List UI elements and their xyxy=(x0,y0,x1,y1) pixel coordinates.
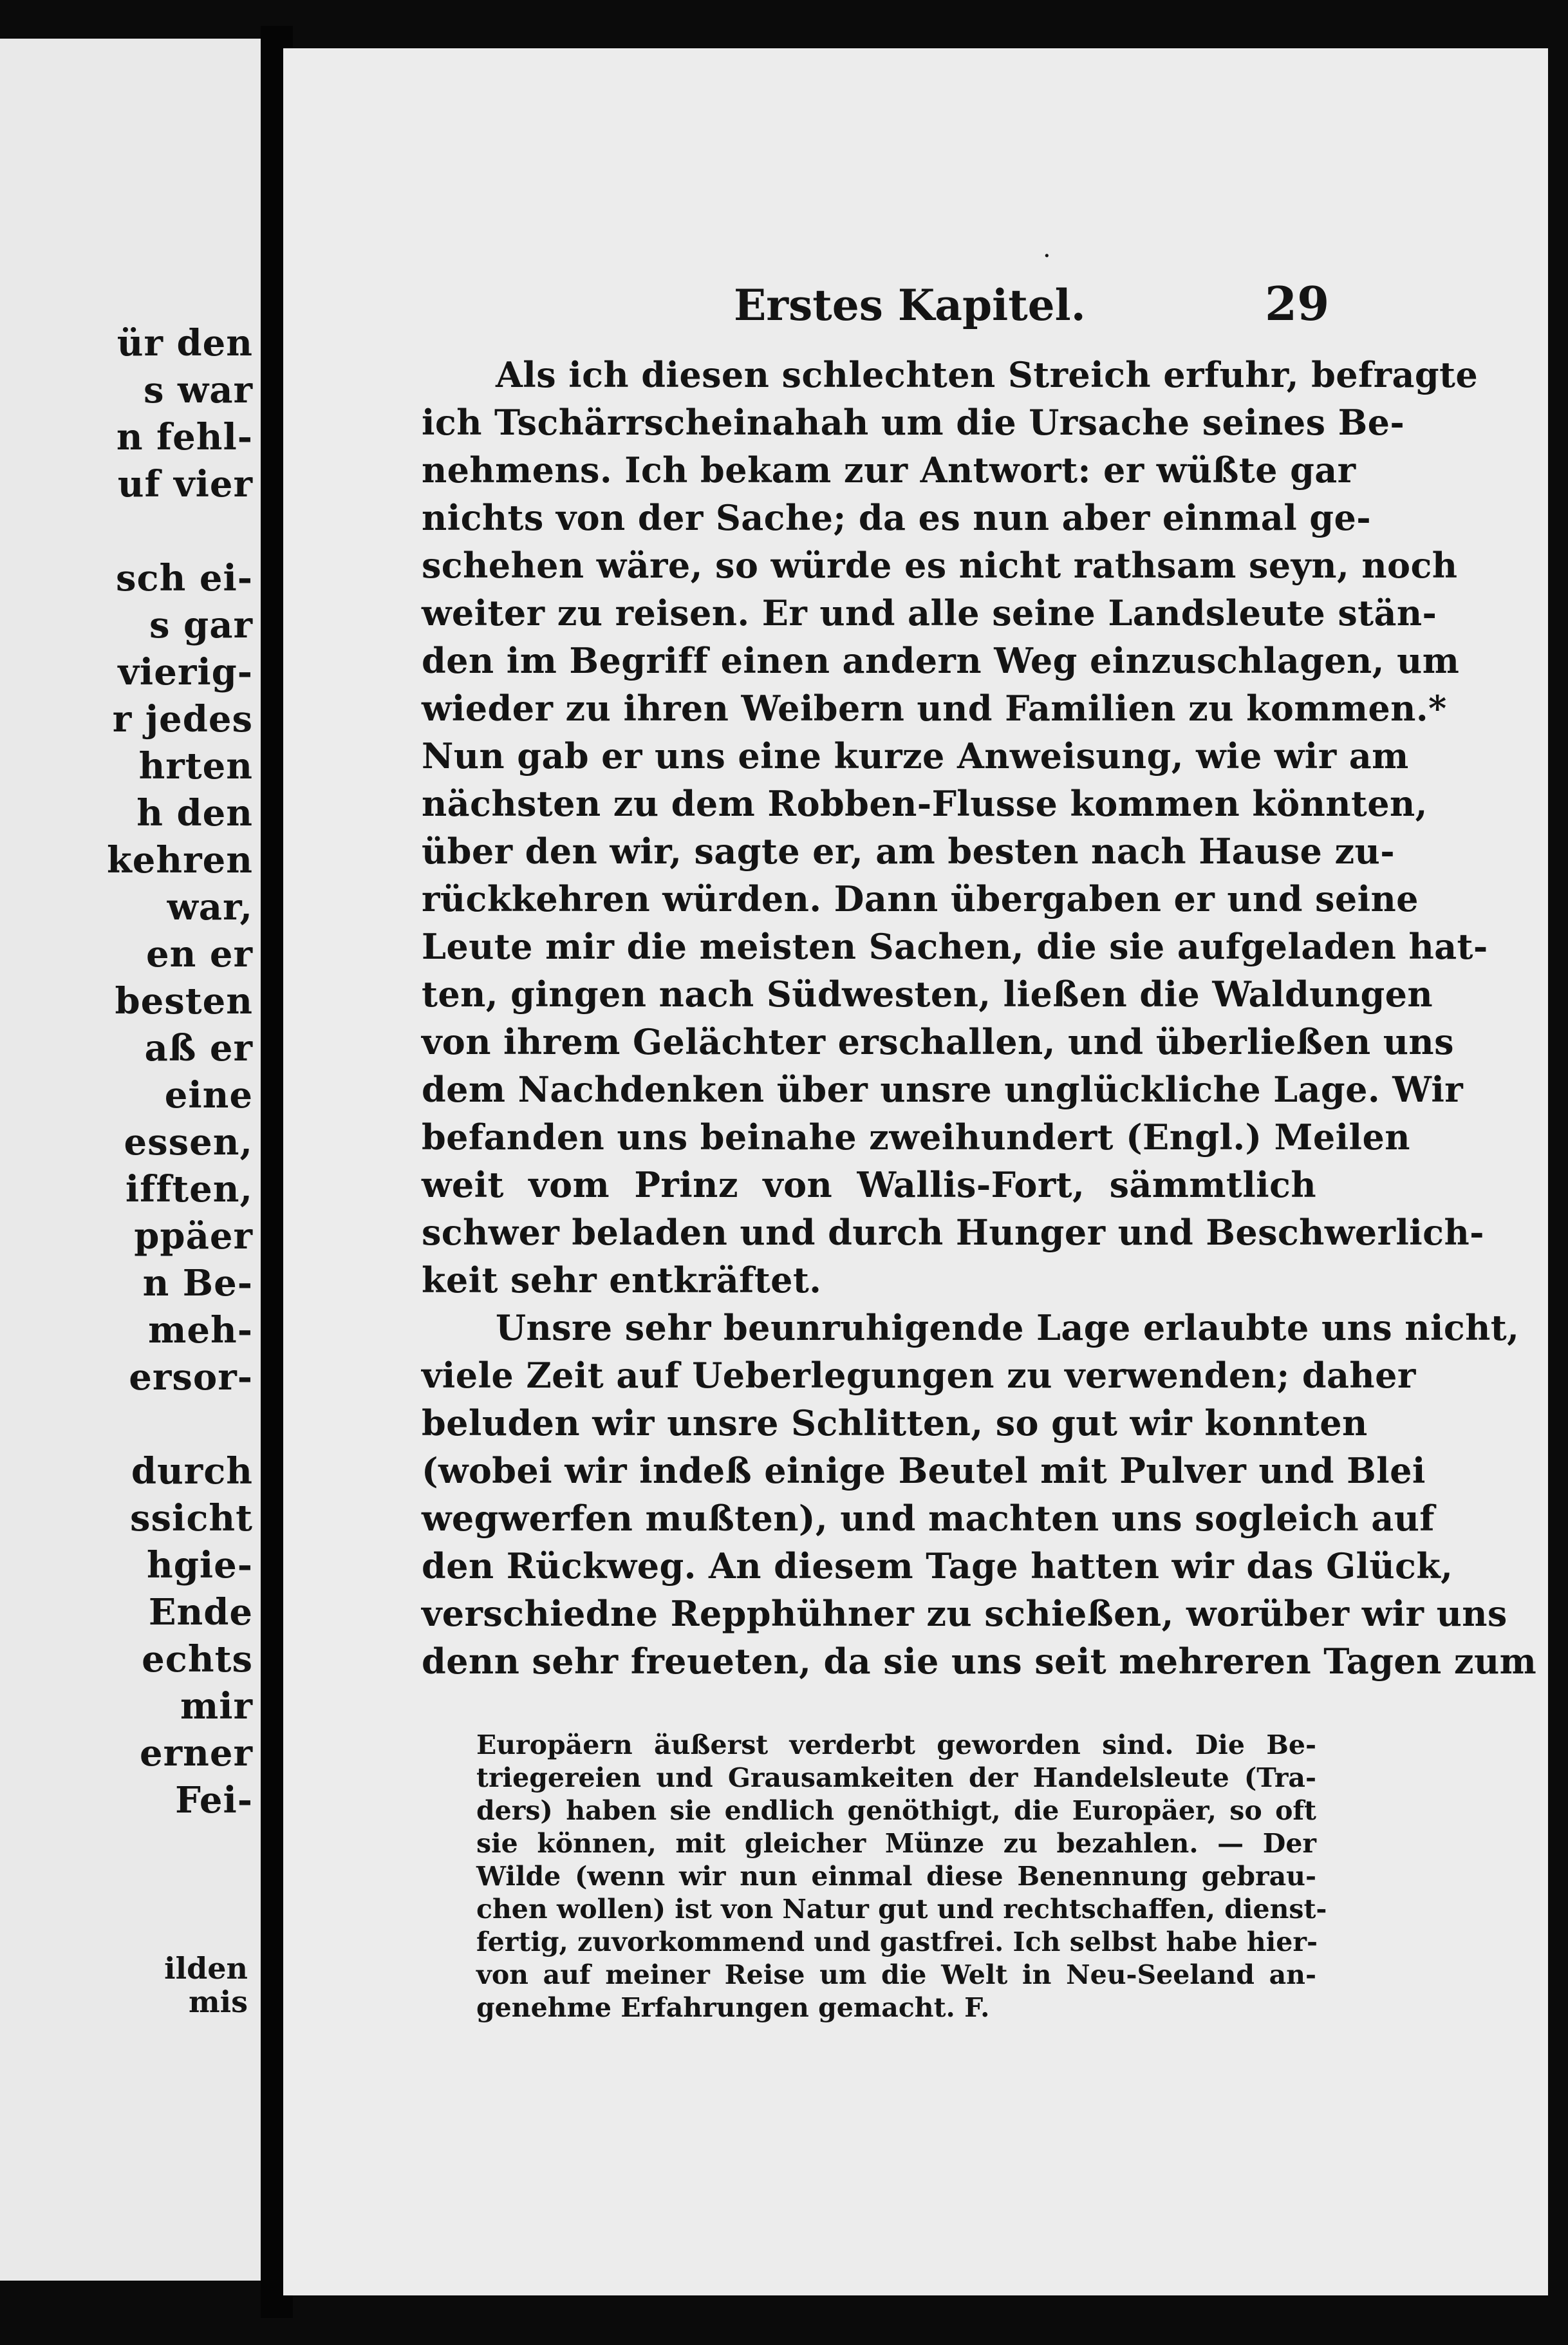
left-page-line: besten xyxy=(115,980,253,1022)
text-line: schwer beladen und durch Hunger und Beschwerlich- xyxy=(422,1212,1484,1253)
running-title: Erstes Kapitel. xyxy=(734,280,1086,330)
left-page-line: erner xyxy=(140,1732,253,1775)
left-page-line: sch ei- xyxy=(116,557,253,599)
left-page-line: Fei- xyxy=(175,1779,253,1822)
left-page-line: durch xyxy=(131,1450,253,1493)
text-line: Als ich diesen schlechten Streich erfuhr, befragte xyxy=(496,354,1479,395)
text-line: ten, gingen nach Südwesten, ließen die Waldungen xyxy=(422,974,1433,1015)
left-page-line: hgie- xyxy=(146,1544,253,1587)
footnote-line: Europäern äußerst verderbt geworden sind. Die Be- xyxy=(476,1729,1316,1760)
page-speck: · xyxy=(1043,241,1051,271)
text-line: von ihrem Gelächter erschallen, und überließen uns xyxy=(422,1021,1454,1062)
text-line: den Rückweg. An diesem Tage hatten wir das Glück, xyxy=(422,1545,1453,1587)
footnote-line: chen wollen) ist von Natur gut und rechtschaffen, dienst- xyxy=(476,1894,1327,1925)
left-page-line: ssicht xyxy=(129,1497,253,1540)
left-page-line: s gar xyxy=(149,604,253,646)
left-page-line: en er xyxy=(146,933,253,975)
left-page-line: ür den xyxy=(117,322,253,364)
footnote-line: von auf meiner Reise um die Welt in Neu-Seeland an- xyxy=(476,1959,1316,1990)
text-line: verschiedne Repphühner zu schießen, worüber wir uns xyxy=(422,1593,1507,1634)
left-page-line: aß er xyxy=(144,1027,253,1069)
footnote-line: genehme Erfahrungen gemacht. F. xyxy=(476,1992,990,2023)
left-page-line: n fehl- xyxy=(116,416,253,458)
footnote xyxy=(476,1729,1327,2024)
left-page-line: s war xyxy=(143,369,253,411)
left-page-line: hrten xyxy=(138,745,253,787)
text-line: schehen wäre, so würde es nicht rathsam seyn, noch xyxy=(422,545,1458,586)
left-page-footnote-fragment: ilden xyxy=(164,1951,248,1986)
left-page-line: ersor- xyxy=(129,1356,253,1399)
page-number: 29 xyxy=(1265,276,1330,331)
left-page-line: ppäer xyxy=(134,1215,253,1257)
left-page-line: eine xyxy=(164,1074,253,1116)
text-line: befanden uns beinahe zweihundert (Engl.) Meilen xyxy=(422,1116,1410,1158)
text-line: den im Begriff einen andern Weg einzuschlagen, um xyxy=(422,640,1460,681)
text-line: Unsre sehr beunruhigende Lage erlaubte uns nicht, xyxy=(496,1307,1520,1348)
text-line: weit vom Prinz von Wallis-Fort, sämmtlich xyxy=(422,1164,1316,1205)
footnote-line: triegereien und Grausamkeiten der Handelsleute (Tra- xyxy=(476,1762,1316,1793)
left-page-line: ifften, xyxy=(125,1168,253,1210)
left-page-line: meh- xyxy=(148,1309,253,1351)
left-page-line: r jedes xyxy=(112,698,253,740)
left-page-line: mir xyxy=(180,1685,253,1728)
footnote-line: ders) haben sie endlich genöthigt, die Europäer, so oft xyxy=(476,1795,1316,1826)
left-page-line: Ende xyxy=(148,1591,253,1634)
left-page-line: war, xyxy=(167,886,253,928)
footnote-line: Wilde (wenn wir nun einmal diese Benennung gebrau- xyxy=(476,1861,1316,1892)
text-line: wegwerfen mußten), und machten uns sogleich auf xyxy=(422,1498,1435,1539)
text-line: nehmens. Ich bekam zur Antwort: er wüßte gar xyxy=(422,449,1356,491)
left-page-footnote-fragment: mis xyxy=(188,1984,248,2019)
text-line: denn sehr freueten, da sie uns seit mehreren Tagen zum xyxy=(422,1641,1537,1682)
text-line: wieder zu ihren Weibern und Familien zu kommen.* xyxy=(422,688,1447,729)
page-header xyxy=(283,276,1548,338)
text-line: nichts von der Sache; da es nun aber einmal ge- xyxy=(422,497,1372,538)
left-page-line: kehren xyxy=(107,839,253,881)
footnote-line: fertig, zuvorkommend und gastfrei. Ich selbst habe hier- xyxy=(476,1926,1318,1957)
text-line: keit sehr entkräftet. xyxy=(422,1259,822,1301)
text-line: nächsten zu dem Robben-Flusse kommen könnten, xyxy=(422,783,1428,824)
text-line: rückkehren würden. Dann übergaben er und seine xyxy=(422,878,1419,919)
main-text xyxy=(422,351,1537,1685)
text-line: über den wir, sagte er, am besten nach Hause zu- xyxy=(422,831,1395,872)
text-line: Leute mir die meisten Sachen, die sie aufgeladen hat- xyxy=(422,926,1488,967)
text-line: (wobei wir indeß einige Beutel mit Pulver und Blei xyxy=(422,1450,1426,1491)
text-line: ich Tschärrscheinahah um die Ursache seines Be- xyxy=(422,402,1405,443)
text-line: Nun gab er uns eine kurze Anweisung, wie wir am xyxy=(422,735,1409,777)
text-line: viele Zeit auf Ueberlegungen zu verwenden; daher xyxy=(422,1355,1416,1396)
right-page xyxy=(283,48,1548,2295)
left-page-line: echts xyxy=(142,1638,253,1681)
text-line: weiter zu reisen. Er und alle seine Landsleute stän- xyxy=(422,592,1437,634)
left-page-line: n Be- xyxy=(142,1262,253,1304)
text-line: beluden wir unsre Schlitten, so gut wir konnten xyxy=(422,1402,1368,1444)
left-page-line: h den xyxy=(136,792,253,834)
text-line: dem Nachdenken über unsre unglückliche Lage. Wir xyxy=(422,1069,1464,1110)
left-page-line: essen, xyxy=(124,1121,253,1163)
footnote-line: sie können, mit gleicher Münze zu bezahlen. — Der xyxy=(476,1828,1316,1859)
left-page xyxy=(0,39,261,2281)
left-page-line: vierig- xyxy=(118,651,253,693)
left-page-line: uf vier xyxy=(117,463,253,505)
